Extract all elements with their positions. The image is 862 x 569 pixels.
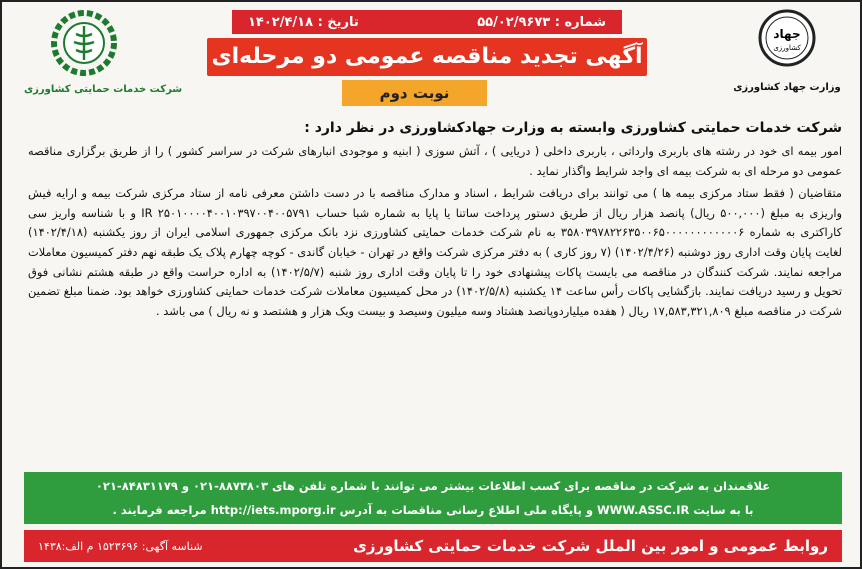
contact-info [24, 472, 842, 524]
notice-number-label: شماره : [554, 14, 606, 30]
company-logo-caption: شرکت خدمات حمایتی کشاورزی [24, 84, 183, 95]
emblem-text: جهاد [773, 27, 801, 41]
notice-date-label: تاریخ : [317, 14, 359, 30]
ministry-logo [732, 8, 842, 108]
round-badge: نوبت دوم [342, 80, 487, 106]
ad-code: شناسه آگهی: ۱۵۲۳۶۹۶ م الف:۱۴۳۸ [38, 539, 203, 553]
contact-websites: با به سایت WWW.ASSC.IR و پایگاه ملی اطلاع رسانی مناقصات به آدرس http://iets.mporg.ir مراجعه فرمایند . [112, 503, 754, 517]
subject-paragraph: امور بیمه ای خود در رشته های باربری وارداتی ، باربری داخلی ( دریایی ) ، آتش سوزی ( ابنیه و موجودی انبارهای شرکت در سراسر کشور ) را از طریق برگزاری مناقصه عمومی دو مرحله ای به شرکت بیمه ای واجد شرایط واگذار نماید . [28, 144, 842, 178]
contact-phones: علاقمندان به شرکت در مناقصه برای کسب اطلاعات بیشتر می توانند با شماره تلفن های ۸۸۷۳۸۰۳-۰۲۱ و ۸۴۸۳۱۱۷۹-۰۲۱ [95, 479, 771, 493]
ministry-emblem-icon [757, 8, 817, 68]
lead-sentence: شرکت خدمات حمایتی کشاورزی وابسته به وزارت جهادکشاورزی در نظر دارد : [304, 120, 842, 136]
notice-date [248, 15, 359, 30]
notice-body [28, 120, 842, 324]
notice-number-value: ۵۵/۰۲/۹۶۷۳ [477, 14, 551, 30]
company-logo [24, 8, 183, 108]
public-relations-signature: روابط عمومی و امور بین الملل شرکت خدمات حمایتی کشاورزی [353, 537, 828, 555]
notice-meta [232, 10, 622, 34]
footer [24, 530, 842, 562]
notice-title: آگهی تجدید مناقصه عمومی دو مرحله‌ای [207, 38, 647, 76]
ministry-logo-caption: وزارت جهاد کشاورزی [733, 82, 841, 93]
conditions-paragraph: متقاضیان ( فقط ستاد مرکزی بیمه ها ) می توانند برای دریافت شرایط ، اسناد و مدارک مناقصه با در دست داشتن معرفی نامه از ستاد مرکزی شرکت بیمه و ارایه فیش واریزی به مبلغ (۵۰۰,۰۰۰ ریال) پانصد هزار ریال از طریق دستور پرداخت ساتنا یا پایا به شماره شبا حساب IR ۲۵۰۱۰۰۰۰۴۰۰۱۰۳۹۷۰۰۴۰۰۵۷۹۱ و با شناسه واریز سی کاراکتری به شماره ۳۵۸۰۳۹۷۸۲۲۶۳۵۰۰۶۵۰۰۰۰۰۰۰۰۰۰۰۰۶ به نام شرکت خدمات حمایتی کشاورزی نزد بانک مرکزی جمهوری اسلامی ایران از روز یکشنبه (۱۴۰۲/۴/۱۸) لغایت پایان وقت اداری روز دوشنبه (۱۴۰۲/۴/۲۶) (۷ روز کاری ) به دفتر مرکزی شرکت واقع در تهران - خیابان گاندی - کوچه چهارم پلاک یک طبقه نهم دفتر کمیسیون معاملات مراجعه نمایند. شرکت کنندگان در مناقصه می بایست پاکات پیشنهادی خود را تا پایان وقت اداری روز شنبه (۱۴۰۲/۵/۷) به اداره حراست واقع در طبقه هشتم نشانی فوق تحویل و رسید دریافت نمایند. بازگشایی پاکات رأس ساعت ۱۴ یکشنبه (۱۴۰۲/۵/۸) در محل کمیسیون معاملات شرکت خدمات حمایتی کشاورزی خواهد بود. ضمنا مبلغ تضمین شرکت در مناقصه مبلغ ۱۷,۵۸۳,۳۲۱,۸۰۹ ریال ( هفده میلیاردوپانصد هشتاد وسه میلیون وسیصد و بیست ویک هزار و هشتصد و نه ریال ) می باشد . [28, 186, 843, 318]
notice-header [2, 2, 860, 112]
wheel-icon [49, 8, 119, 78]
notice-date-value: ۱۴۰۲/۴/۱۸ [248, 14, 314, 30]
notice-number [477, 15, 606, 30]
emblem-subtext: کشاورزی [773, 44, 801, 52]
